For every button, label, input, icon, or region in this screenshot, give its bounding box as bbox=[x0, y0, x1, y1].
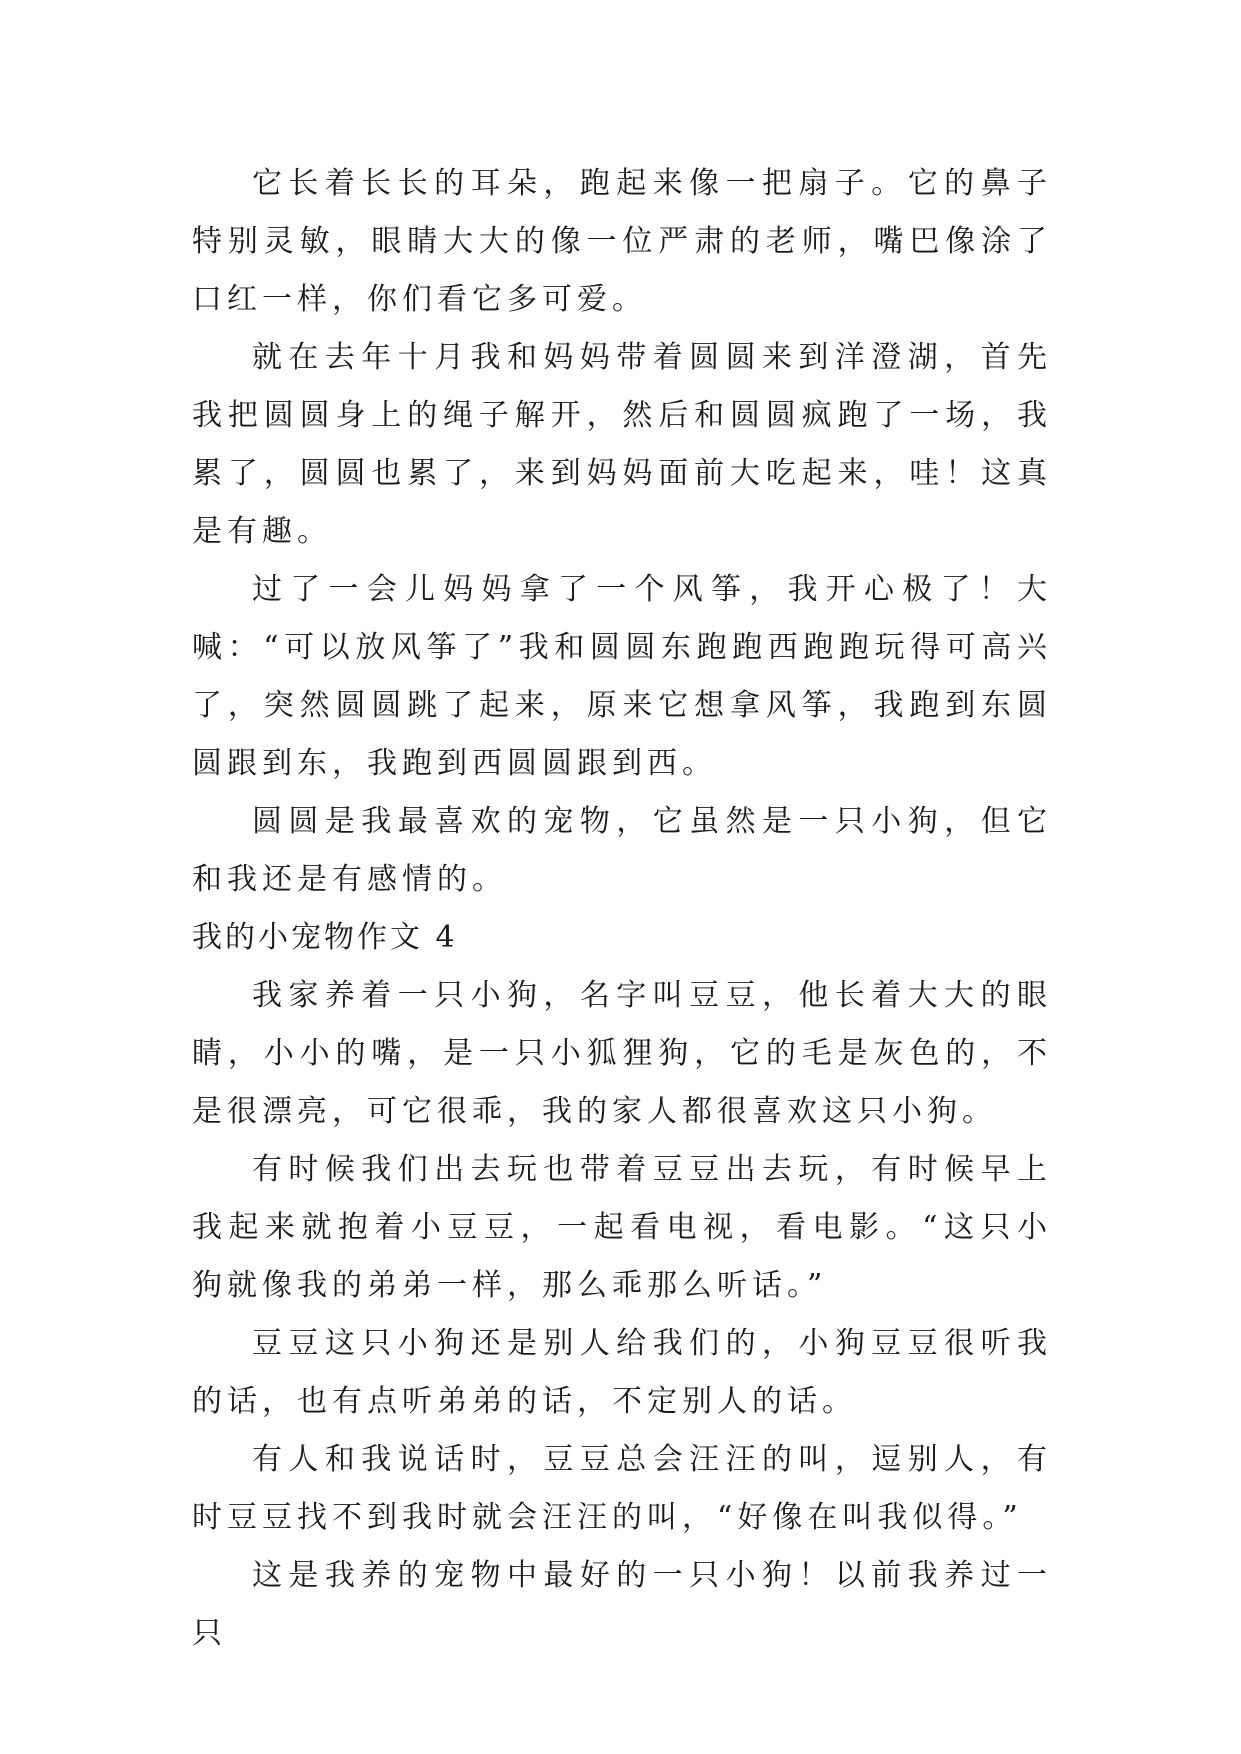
section-heading: 我的小宠物作文 4 bbox=[192, 920, 458, 955]
paragraph: 圆圆是我最喜欢的宠物，它虽然是一只小狗，但它和我还是有感情的。 bbox=[192, 804, 1052, 897]
paragraph: 就在去年十月我和妈妈带着圆圆来到洋澄湖，首先我把圆圆身上的绳子解开，然后和圆圆疯跑了一场，我累了，圆圆也累了，来到妈妈面前大吃起来，哇！这真是有趣。 bbox=[192, 340, 1052, 549]
paragraph: 过了一会儿妈妈拿了一个风筝，我开心极了！大喊：“可以放风筝了”我和圆圆东跑跑西跑跑玩得可高兴了，突然圆圆跳了起来，原来它想拿风筝，我跑到东圆圆跟到东，我跑到西圆圆跟到西。 bbox=[192, 572, 1052, 781]
paragraph: 我家养着一只小狗，名字叫豆豆，他长着大大的眼睛，小小的嘴，是一只小狐狸狗，它的毛是灰色的，不是很漂亮，可它很乖，我的家人都很喜欢这只小狗。 bbox=[192, 978, 1052, 1129]
paragraph: 它长着长长的耳朵，跑起来像一把扇子。它的鼻子特别灵敏，眼睛大大的像一位严肃的老师，嘴巴像涂了口红一样，你们看它多可爱。 bbox=[192, 166, 1052, 317]
paragraph: 这是我养的宠物中最好的一只小狗！以前我养过一只 bbox=[192, 1558, 1052, 1651]
paragraph: 有人和我说话时，豆豆总会汪汪的叫，逗别人，有时豆豆找不到我时就会汪汪的叫，“好像在叫我似得。” bbox=[192, 1442, 1052, 1535]
paragraph: 有时候我们出去玩也带着豆豆出去玩，有时候早上我起来就抱着小豆豆，一起看电视，看电影。“这只小狗就像我的弟弟一样，那么乖那么听话。” bbox=[192, 1152, 1052, 1303]
document-body bbox=[192, 155, 1052, 1663]
paragraph: 豆豆这只小狗还是别人给我们的，小狗豆豆很听我的话，也有点听弟弟的话，不定别人的话。 bbox=[192, 1326, 1052, 1419]
